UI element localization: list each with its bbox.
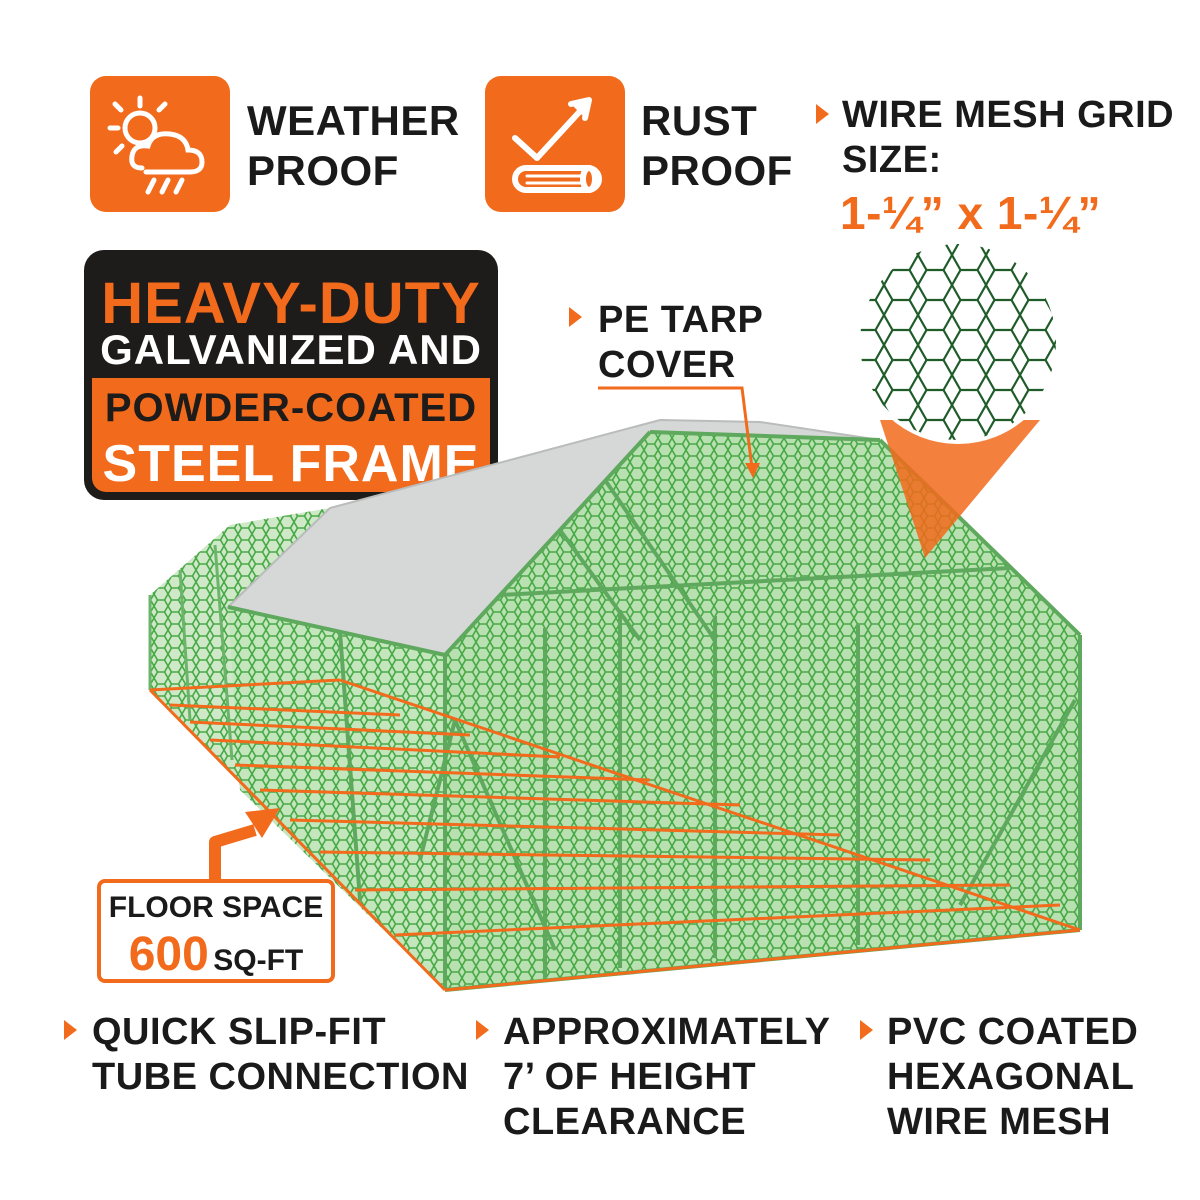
rust-proof-line1: RUST [641,97,758,144]
pvc-bullet-icon [860,1020,873,1040]
slip-fit-label [92,1010,469,1100]
badge-line1: HEAVY-DUTY [101,271,481,336]
wire-mesh-line2: SIZE: [842,138,942,181]
floor-space-unit: SQ-FT [213,944,304,977]
floor-callout-arrow [215,808,280,882]
slipfit-bullet-icon [64,1020,77,1040]
pvc-line1: PVC COATED [887,1011,1139,1053]
pvc-mesh-label [887,1010,1138,1144]
badge-line3: POWDER-COATED [104,386,478,430]
pvc-line2: HEXAGONAL [887,1055,1135,1098]
height-line2: 7’ OF HEIGHT [503,1055,757,1098]
slip-fit-line2: TUBE CONNECTION [92,1055,469,1098]
slip-fit-line1: QUICK SLIP-FIT [92,1011,387,1053]
floor-space-value: 600 [128,928,209,981]
mesh-zoom-circle [858,242,1058,442]
wire-mesh-size: 1-¼” x 1-¼” [840,187,1102,239]
height-bullet-icon [476,1020,489,1040]
floor-space-label: FLOOR SPACE [108,891,324,924]
pe-tarp-label [598,298,763,388]
badge-line2: GALVANIZED AND [100,326,482,373]
tarp-line1: PE TARP [598,299,764,341]
rust-proof-line2: PROOF [641,146,793,194]
height-line1: APPROXIMATELY [503,1011,831,1053]
wire-mesh-line1: WIRE MESH GRID [842,94,1175,136]
height-line3: CLEARANCE [503,1100,747,1143]
pvc-line3: WIRE MESH [887,1100,1112,1143]
badge-line4: STEEL FRAME [102,435,480,493]
floor-space-box [97,879,335,983]
height-clearance-label [503,1010,830,1144]
weather-proof-line1: WEATHER [247,97,460,144]
tarp-line2: COVER [598,343,736,386]
tarp-bullet-icon [569,307,582,327]
floor-space-value-row [101,927,331,982]
weather-proof-line2: PROOF [247,146,399,194]
